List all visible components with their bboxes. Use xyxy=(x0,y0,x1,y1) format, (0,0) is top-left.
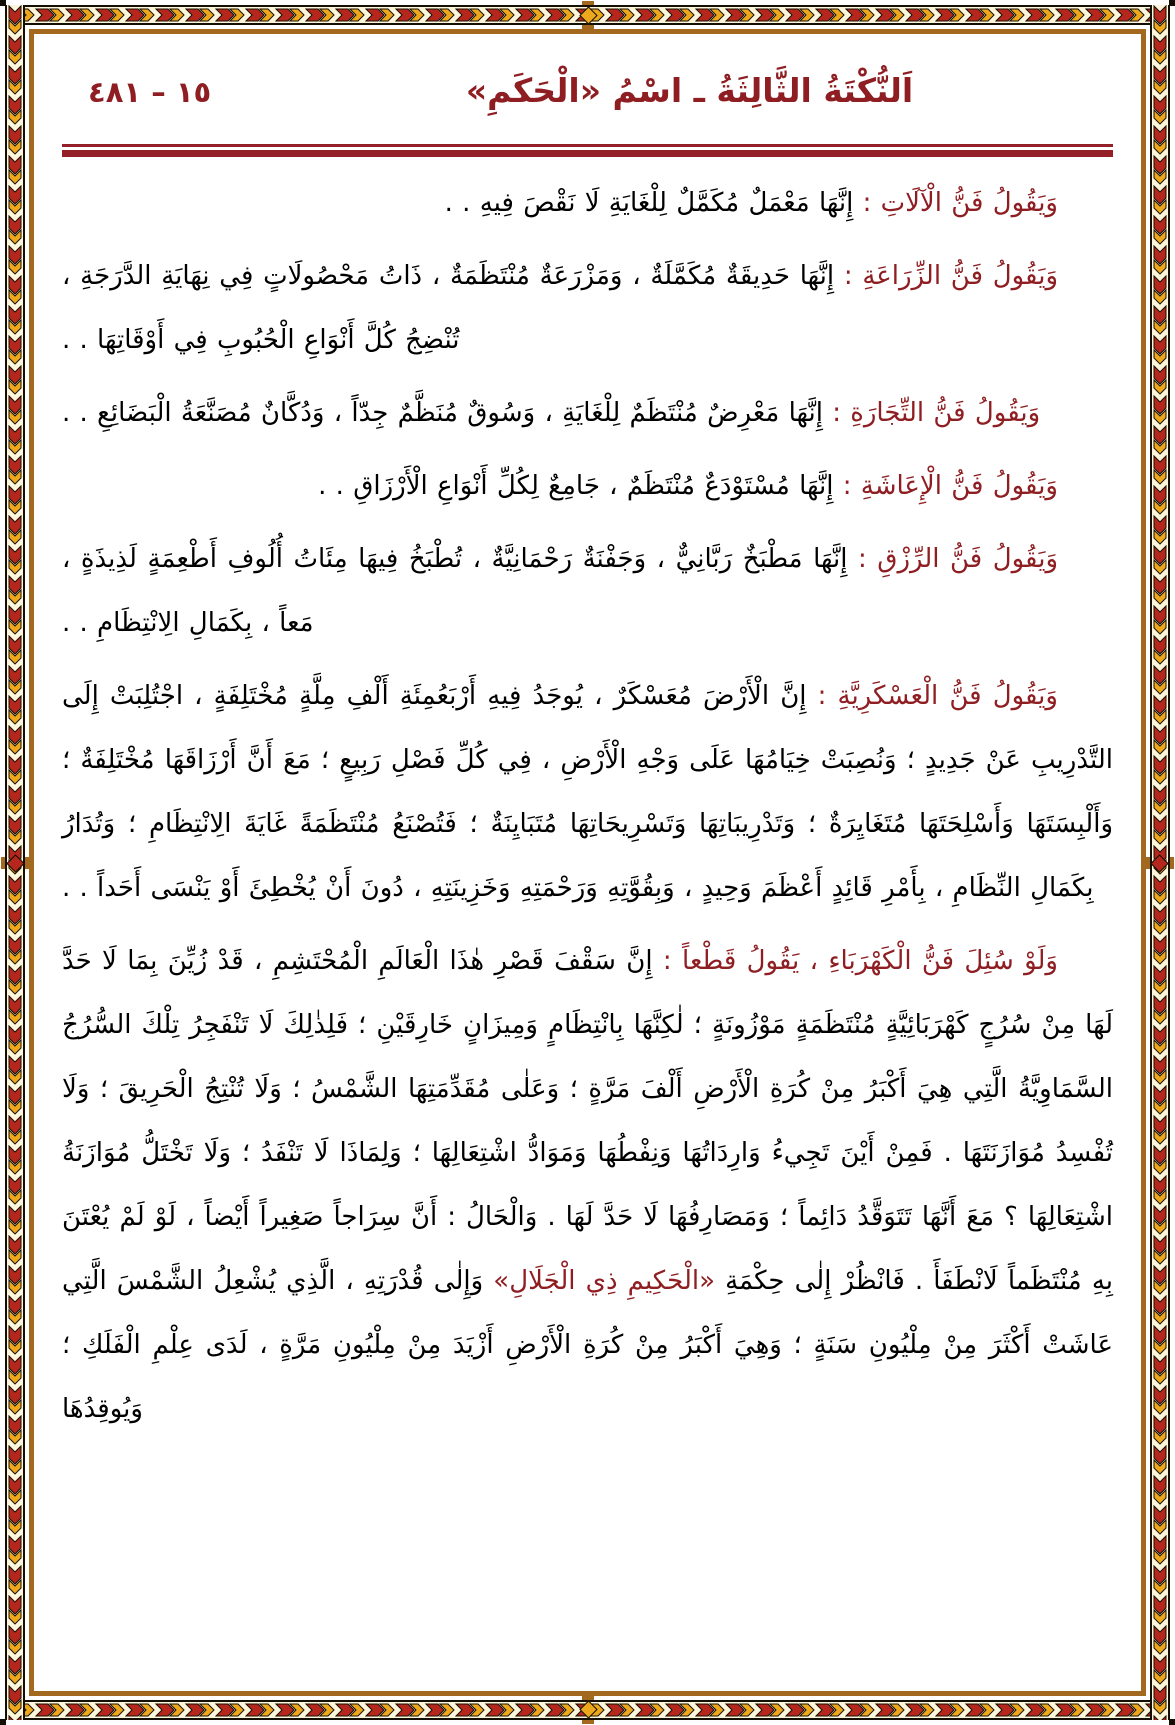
text-run: إِنَّهَا مَعْمَلٌ مُكَمَّلٌ لِلْغَايَةِ لَا نَقْصَ فِيهِ . . xyxy=(444,188,854,218)
red-lead-phrase: وَيَقُولُ فَنُّ الرِّزْقِ : xyxy=(847,544,1059,574)
paragraph xyxy=(62,664,1113,920)
text-run: إِنَّهَا مُسْتَوْدَعٌ مُنْتَظَمٌ ، جَامِعٌ لِكُلِّ أَنْوَاعِ الْأَرْزَاقِ . . xyxy=(318,471,834,501)
red-lead-phrase: وَيَقُولُ فَنُّ الزِّرَاعَةِ : xyxy=(834,261,1059,291)
paragraph xyxy=(62,244,1113,372)
content-area xyxy=(34,34,1141,1691)
red-lead-phrase: وَيَقُولُ فَنُّ الْآلَاتِ : xyxy=(853,188,1058,218)
red-lead-phrase: وَلَوْ سُئِلَ فَنُّ الْكَهْرَبَاءِ ، يَقُولُ قَطْعاً : xyxy=(652,946,1058,976)
red-lead-phrase: وَيَقُولُ فَنُّ التِّجَارَةِ : xyxy=(822,398,1041,428)
paragraph xyxy=(62,929,1113,1441)
paragraph xyxy=(62,454,1113,518)
text-run: إِنَّهَا مَعْرِضٌ مُنْتَظَمٌ لِلْغَايَةِ ، وَسُوقٌ مُنَظَّمٌ جِدّاً ، وَدُكَّانٌ مُصَنَّعَةُ الْبَضَائِعِ . . xyxy=(62,398,823,428)
text-run: إِنَّ سَقْفَ قَصْرِ هٰذَا الْعَالَمِ الْمُحْتَشِمِ ، قَدْ زُيِّنَ بِمَا لَا حَدَّ لَهَا مِنْ سُرُجٍ كَهْرَبَائِيَّةٍ مُنْتَظَمَةٍ مَوْزُونَةٍ ؛ لٰكِنَّهَا بِانْتِظَامٍ وَمِيزَانٍ خَارِقَيْنِ ؛ فَلِذٰلِكَ لَا تَنْفَجِرُ تِلْكَ السُّرُجُ السَّمَاوِيَّةُ الَّتِي هِيَ أَكْبَرُ مِنْ كُرَةِ الْأَرْضِ أَلْفَ مَرَّةٍ ؛ وَعَلٰى مُقَدِّمَتِهَا الشَّمْسُ ؛ وَلَا تُنْتِجُ الْحَرِيقَ ؛ وَلَا تُفْسِدُ مُوَازَنَتَهَا . فَمِنْ أَيْنَ تَجِيءُ وَارِدَاتُهَا وَنِفْطُهَا وَمَوَادُّ اشْتِعَالِهَا ؛ وَلِمَاذَا لَا تَنْفَدُ ؛ وَلَا تَخْتَلُّ مُوَازَنَةُ اشْتِعَالِهَا ؟ مَعَ أَنَّهَا تَتَوَقَّدُ دَائِماً ؛ وَمَصَارِفُهَا لَا حَدَّ لَهَا . وَالْحَالُ : أَنَّ سِرَاجاً صَغِيراً أَيْضاً ، لَوْ لَمْ يُعْتَنَ بِهِ مُنْتَظَماً لَانْطَفَأَ . فَانْظُرْ إِلٰى حِكْمَةِ xyxy=(62,946,1113,1296)
double-rule xyxy=(62,144,1113,157)
paragraph xyxy=(62,171,1113,235)
page-title: اَلنُّكْتَةُ الثَّالِثَةُ ـ اسْمُ «الْحَكَمِ» xyxy=(465,71,914,110)
paragraph xyxy=(62,527,1113,655)
page-number: ١٥ – ٤٨١ xyxy=(88,75,212,109)
text-run: وَإِلٰى قُدْرَتِهِ ، الَّذِي يُشْعِلُ الشَّمْسَ الَّتِي عَاشَتْ أَكْثَرَ مِنْ مِلْيُونِ سَنَةٍ ؛ وَهِيَ أَكْبَرُ مِنْ كُرَةِ الْأَرْضِ أَزْيَدَ مِنْ مِلْيُونِ مَرَّةٍ ، لَدَى عِلْمِ الْفَلَكِ ؛ وَيُوقِدُهَا xyxy=(62,1266,1113,1424)
page-header xyxy=(62,34,1113,144)
text-run: إِنَّ الْأَرْضَ مُعَسْكَرٌ ، يُوجَدُ فِيهِ أَرْبَعُمِئَةِ أَلْفِ مِلَّةٍ مُخْتَلِفَةٍ ، اجْتُلِبَتْ إِلَى التَّدْرِيبِ عَنْ جَدِيدٍ ؛ وَنُصِبَتْ خِيَامُهَا عَلَى وَجْهِ الْأَرْضِ ، فِي كُلِّ فَصْلِ رَبِيعٍ ؛ مَعَ أَنَّ أَرْزَاقَهَا مُخْتَلِفَةٌ ؛ وَأَلْبِسَتَهَا وَأَسْلِحَتَهَا مُتَغَايِرَةٌ ؛ وَتَدْرِيبَاتِهَا وَتَسْرِيحَاتِهَا مُتَبَايِنَةٌ ؛ فَتُصْنَعُ مُنْتَظَمَةً غَايَةَ الِانْتِظَامِ ؛ وَتُدَارُ بِكَمَالِ النِّظَامِ ، بِأَمْرِ قَائِدٍ أَعْظَمَ وَحِيدٍ ، وَبِقُوَّتِهِ وَرَحْمَتِهِ وَخَزِينَتِهِ ، دُونَ أَنْ يُخْطِئَ أَوْ يَنْسَى أَحَداً . . xyxy=(62,681,1113,903)
paragraph xyxy=(62,381,1113,445)
text-run: إِنَّهَا حَدِيقَةٌ مُكَمَّلَةٌ ، وَمَزْرَعَةٌ مُنْتَظَمَةٌ ، ذَاتُ مَحْصُولَاتٍ فِي نِهَايَةِ الدَّرَجَةِ ، تُنْضِجُ كُلَّ أَنْوَاعِ الْحُبُوبِ فِي أَوْقَاتِهَا . . xyxy=(62,261,835,355)
text-run: إِنَّهَا مَطْبَخٌ رَبَّانِيٌّ ، وَجَفْنَةٌ رَحْمَانِيَّةٌ ، تُطْبَخُ فِيهَا مِئَاتُ أُلُوفِ أَطْعِمَةٍ لَذِيذَةٍ ، مَعاً ، بِكَمَالِ الِانْتِظَامِ . . xyxy=(62,544,848,638)
red-lead-phrase: وَيَقُولُ فَنُّ الْإِعَاشَةِ : xyxy=(833,471,1058,501)
red-lead-phrase: «الْحَكِيمِ ذِي الْجَلَالِ» xyxy=(493,1266,715,1296)
red-lead-phrase: وَيَقُولُ فَنُّ الْعَسْكَرِيَّةِ : xyxy=(806,681,1058,711)
body-text xyxy=(62,171,1113,1441)
